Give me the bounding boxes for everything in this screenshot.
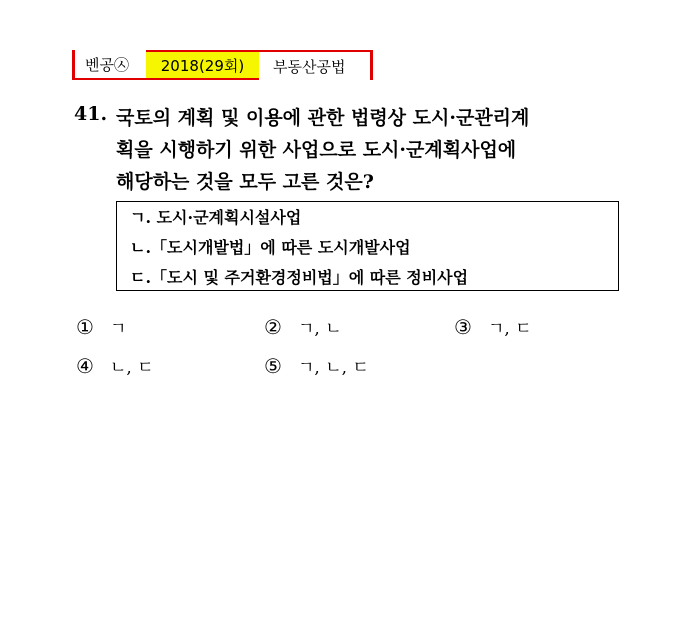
- answer-option-1[interactable]: [76, 314, 126, 339]
- question-number: 41.: [74, 103, 108, 125]
- question-line-3: 해당하는 것을 모두 고른 것은?: [116, 171, 374, 193]
- header-year-label: 2018(29회): [146, 50, 259, 80]
- option-text: ㄴ, ㄷ: [110, 358, 154, 378]
- answer-option-2[interactable]: [264, 314, 342, 339]
- question-line-1: 국토의 계획 및 이용에 관한 법령상 도시·군관리계: [116, 107, 530, 129]
- answer-option-3[interactable]: [454, 314, 532, 339]
- option-number: ③: [454, 314, 472, 339]
- box-item-1: ㄱ. 도시·군계획시설사업: [130, 208, 302, 227]
- option-text: ㄱ: [110, 319, 127, 339]
- header-subject-label: 부동산공법: [259, 50, 373, 80]
- box-item-2: ㄴ.「도시개발법」에 따른 도시개발사업: [130, 238, 411, 257]
- option-text: ㄱ, ㄴ, ㄷ: [298, 358, 369, 378]
- question-line-2: 획을 시행하기 위한 사업으로 도시·군계획사업에: [116, 139, 517, 161]
- option-text: ㄱ, ㄷ: [488, 319, 532, 339]
- header-source-label: 벤공㉦: [72, 50, 146, 80]
- option-number: ②: [264, 314, 282, 339]
- exam-header: [72, 50, 373, 80]
- box-item-3: ㄷ.「도시 및 주거환경정비법」에 따른 정비사업: [130, 268, 469, 287]
- answer-option-4[interactable]: [76, 353, 154, 378]
- option-number: ⑤: [264, 353, 282, 378]
- option-number: ①: [76, 314, 94, 339]
- option-number: ④: [76, 353, 94, 378]
- answer-option-5[interactable]: [264, 353, 369, 378]
- option-text: ㄱ, ㄴ: [298, 319, 342, 339]
